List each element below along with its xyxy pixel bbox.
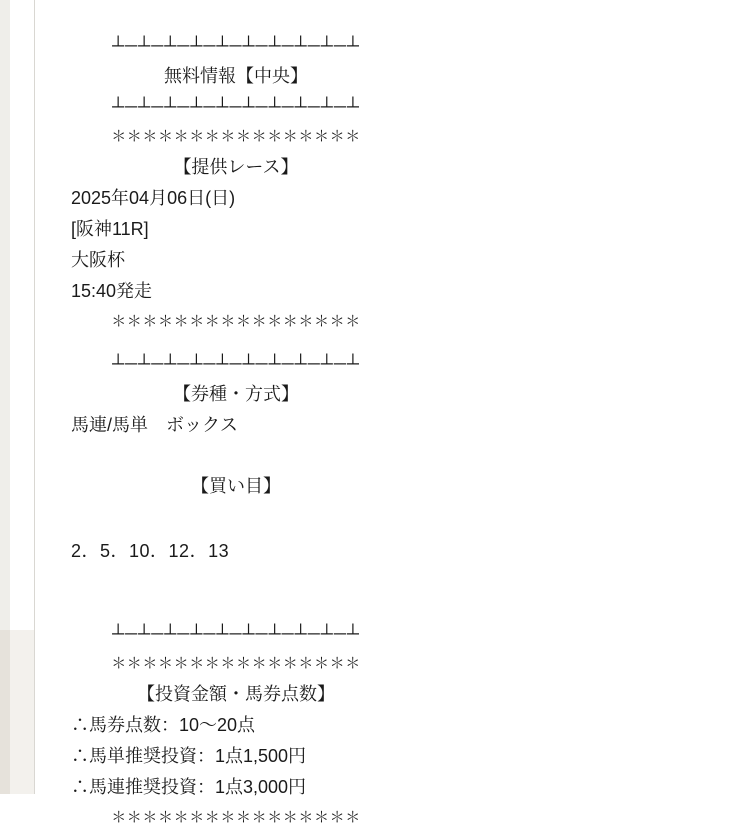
document-content xyxy=(71,0,401,832)
rail-shadow-inner xyxy=(10,630,34,794)
section-heading-ticket: 【券種・方式】 xyxy=(173,383,299,404)
separator-dash-under-title: ┴─┴─┴─┴─┴─┴─┴─┴─┴─┴ xyxy=(112,96,360,116)
separator-star-4: ＊＊＊＊＊＊＊＊＊＊＊＊＊＊＊＊ xyxy=(111,808,361,826)
separator-dash-top: ┴─┴─┴─┴─┴─┴─┴─┴─┴─┴ xyxy=(112,35,360,55)
invest-points: ∴馬券点数：10〜20点 xyxy=(71,714,256,735)
race-venue: [阪神11R] xyxy=(71,218,149,239)
race-date: 2025年04月06日(日) xyxy=(71,187,236,208)
separator-star-3: ＊＊＊＊＊＊＊＊＊＊＊＊＊＊＊＊ xyxy=(111,654,361,672)
document-title: 無料情報【中央】 xyxy=(164,65,308,86)
section-heading-pick: 【買い目】 xyxy=(191,475,281,496)
invest-umatan: ∴馬単推奨投資：1点1,500円 xyxy=(71,745,307,766)
race-time: 15:40発走 xyxy=(71,280,153,301)
pick-numbers: 2．5．10．12．13 xyxy=(71,540,230,561)
document-page xyxy=(35,0,733,826)
separator-dash-ticket: ┴─┴─┴─┴─┴─┴─┴─┴─┴─┴ xyxy=(112,353,360,373)
section-heading-race: 【提供レース】 xyxy=(173,156,299,177)
section-heading-invest: 【投資金額・馬券点数】 xyxy=(137,683,335,704)
separator-dash-bottom: ┴─┴─┴─┴─┴─┴─┴─┴─┴─┴ xyxy=(112,623,360,643)
separator-star-2: ＊＊＊＊＊＊＊＊＊＊＊＊＊＊＊＊ xyxy=(111,312,361,330)
separator-star-1: ＊＊＊＊＊＊＊＊＊＊＊＊＊＊＊＊ xyxy=(111,127,361,145)
ticket-type: 馬連/馬単 ボックス xyxy=(71,414,238,435)
invest-umaren: ∴馬連推奨投資：1点3,000円 xyxy=(71,776,307,797)
race-name: 大阪杯 xyxy=(71,249,125,270)
